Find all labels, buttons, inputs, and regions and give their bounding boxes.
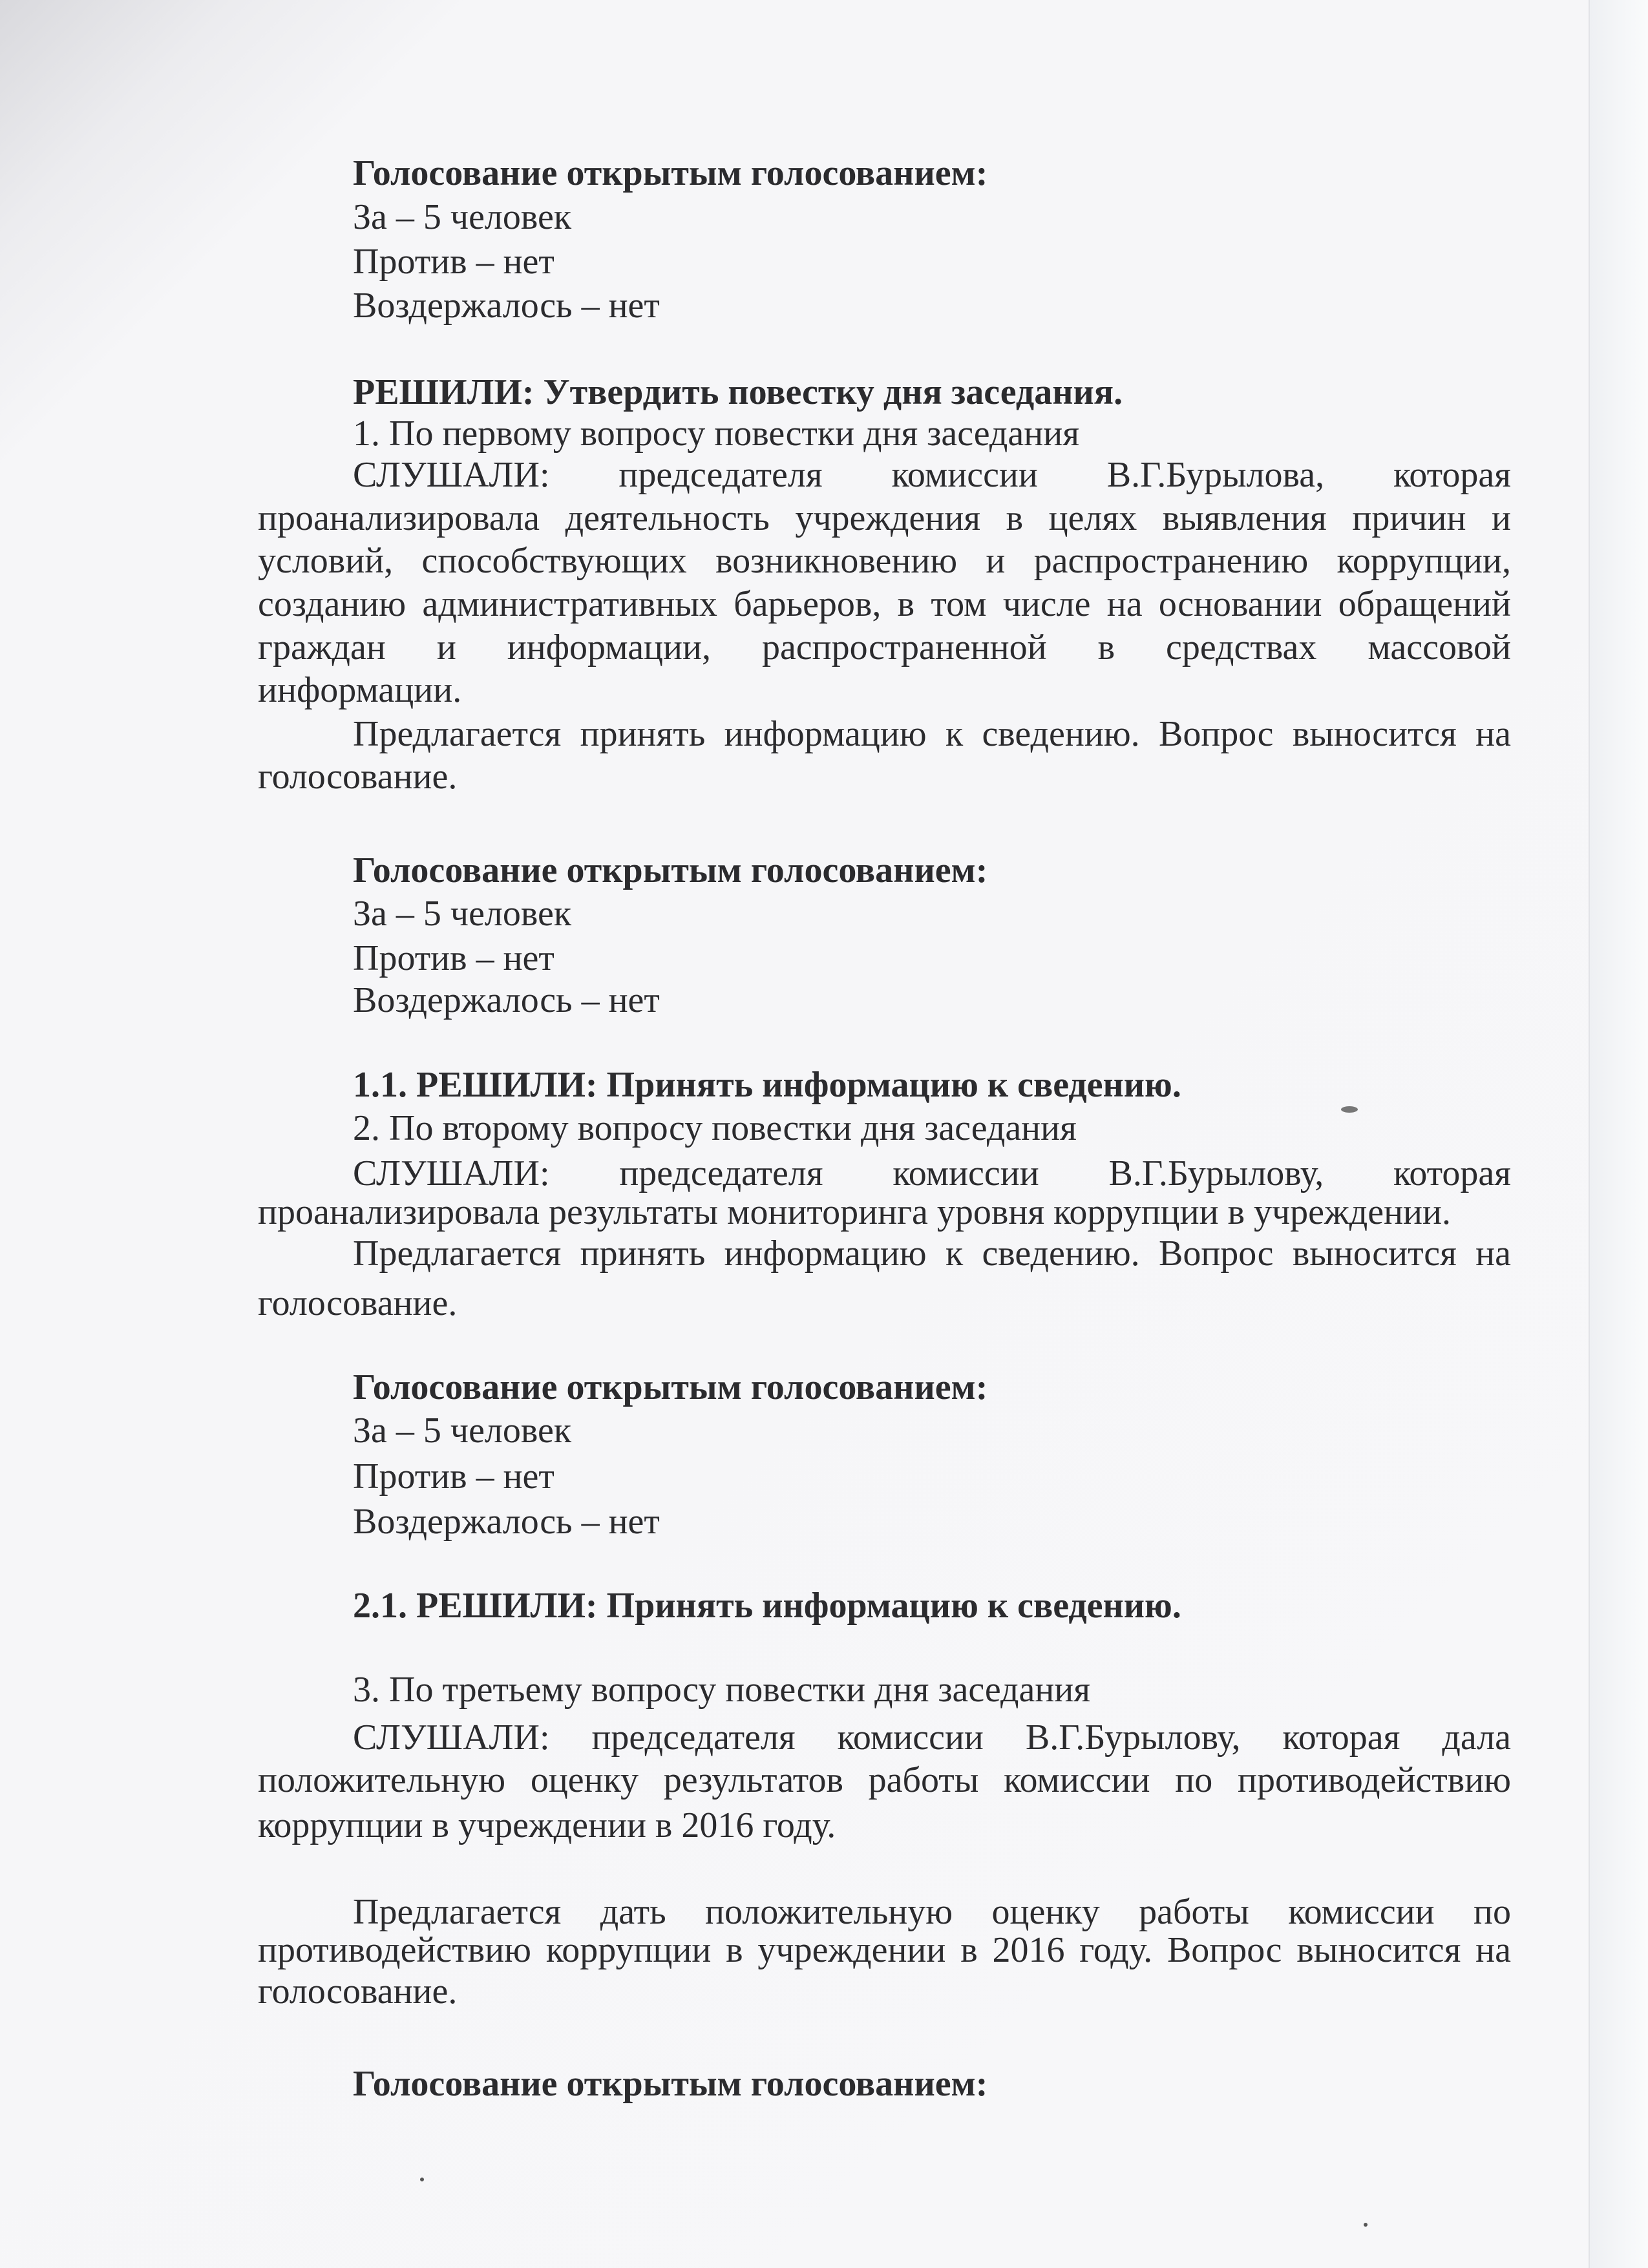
proposal-line: голосование. (258, 757, 458, 797)
voting-heading: Голосование открытым голосованием: (353, 153, 988, 193)
voting-heading: Голосование открытым голосованием: (353, 850, 988, 890)
heard-paragraph-line: СЛУШАЛИ: председателя комиссии В.Г.Бурылову, которая дала (353, 1717, 1511, 1758)
heard-paragraph-line: проанализировала результаты мониторинга уровня коррупции в учреждении. (258, 1192, 1451, 1232)
agenda-item-3: 3. По третьему вопросу повестки дня заседания (353, 1670, 1091, 1710)
agenda-item-1: 1. По первому вопросу повестки дня заседания (353, 414, 1079, 454)
proposal-line: Предлагается принять информацию к сведению. Вопрос выносится на (353, 714, 1511, 754)
scan-speck (1341, 1106, 1358, 1113)
heard-paragraph-line: граждан и информации, распространенной в средствах массовой (258, 627, 1511, 667)
scan-speck (420, 2178, 424, 2181)
vote-abstain: Воздержалось – нет (353, 286, 660, 326)
vote-for: За – 5 человек (353, 1411, 572, 1451)
heard-paragraph-line: коррупции в учреждении в 2016 году. (258, 1805, 836, 1845)
voting-heading: Голосование открытым голосованием: (353, 2064, 988, 2104)
agenda-item-2: 2. По второму вопросу повестки дня заседания (353, 1108, 1077, 1148)
proposal-line: Предлагается дать положительную оценку работы комиссии по (353, 1892, 1511, 1932)
decision-agenda: РЕШИЛИ: Утвердить повестку дня заседания. (353, 372, 1123, 412)
proposal-line: голосование. (258, 1283, 458, 1323)
proposal-line: голосование. (258, 1971, 458, 2011)
heard-paragraph-line: проанализировала деятельность учреждения в целях выявления причин и (258, 498, 1511, 538)
heard-paragraph-line: информации. (258, 670, 462, 710)
voting-heading: Голосование открытым голосованием: (353, 1367, 988, 1407)
vote-against: Против – нет (353, 242, 555, 282)
heard-paragraph-line: условий, способствующих возникновению и распространению коррупции, (258, 541, 1511, 581)
vote-abstain: Воздержалось – нет (353, 980, 660, 1020)
vote-abstain: Воздержалось – нет (353, 1502, 660, 1542)
scan-speck (1364, 2223, 1368, 2227)
decision-2-1: 2.1. РЕШИЛИ: Принять информацию к сведению. (353, 1586, 1181, 1626)
proposal-line: Предлагается принять информацию к сведению. Вопрос выносится на (353, 1234, 1511, 1274)
vote-for: За – 5 человек (353, 894, 572, 934)
heard-paragraph-line: положительную оценку результатов работы комиссии по противодействию (258, 1760, 1511, 1800)
vote-against: Против – нет (353, 938, 555, 978)
vote-against: Против – нет (353, 1456, 555, 1496)
vote-for: За – 5 человек (353, 197, 572, 237)
heard-paragraph-line: СЛУШАЛИ: председателя комиссии В.Г.Бурылову, которая (353, 1153, 1511, 1193)
heard-paragraph-line: созданию административных барьеров, в том числе на основании обращений (258, 584, 1511, 624)
proposal-line: противодействию коррупции в учреждении в 2016 году. Вопрос выносится на (258, 1930, 1511, 1970)
decision-1-1: 1.1. РЕШИЛИ: Принять информацию к сведению. (353, 1065, 1181, 1105)
heard-paragraph-line: СЛУШАЛИ: председателя комиссии В.Г.Бурылова, которая (353, 455, 1511, 495)
